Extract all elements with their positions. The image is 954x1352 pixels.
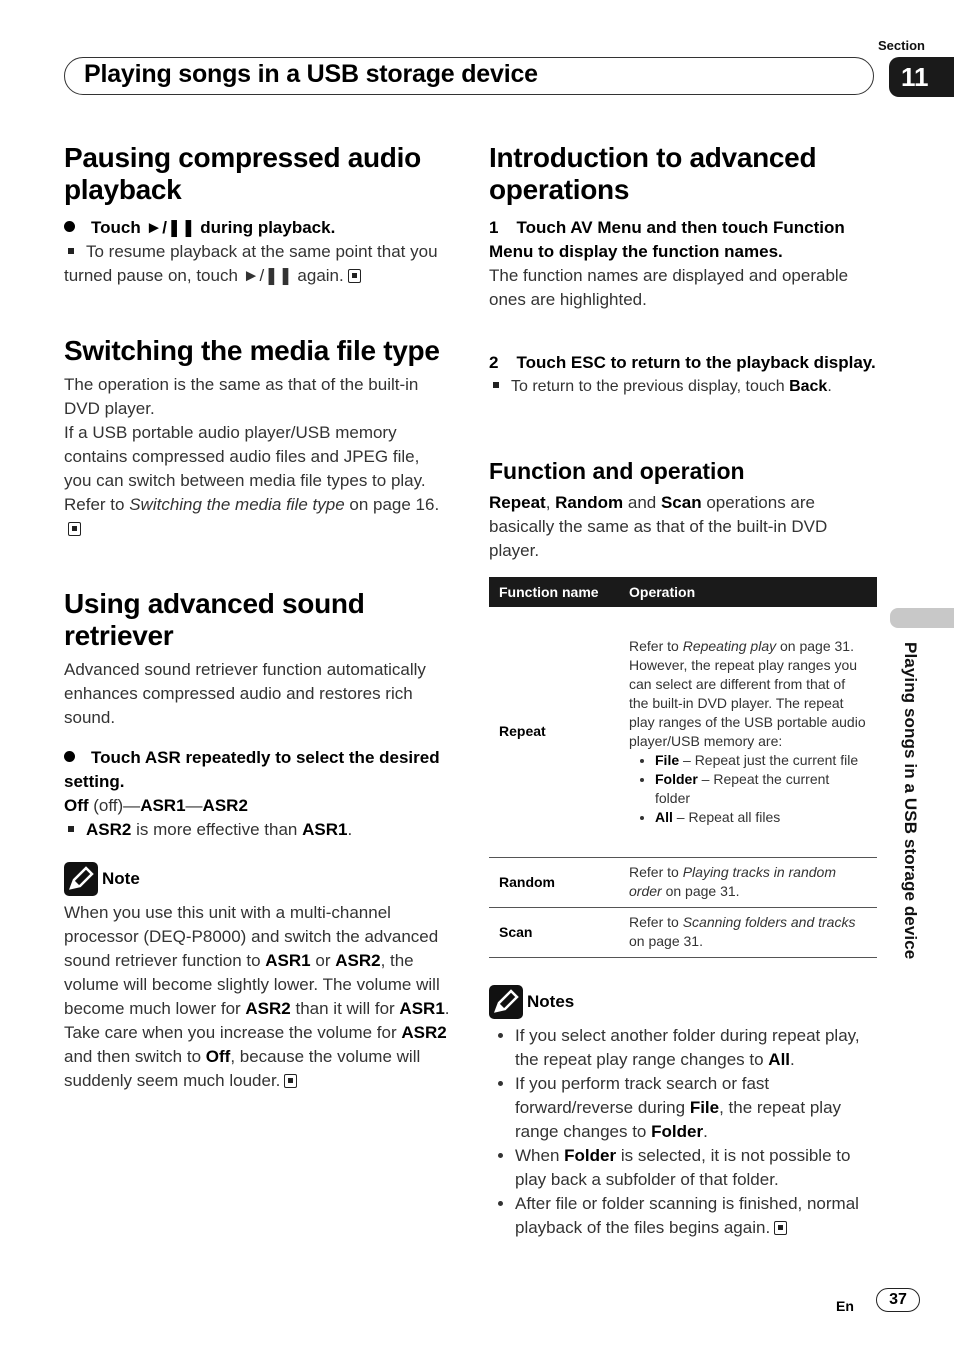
function-name-cell: Repeat xyxy=(489,607,619,857)
function-body: Repeat, Random and Scan operations are basically the same as that of the built-in DVD player. xyxy=(489,493,828,560)
page-title: Playing songs in a USB storage device xyxy=(84,60,538,88)
section-label: Section xyxy=(878,38,925,53)
bullet-icon xyxy=(64,221,75,232)
asr-options: Off (off)—ASR1—ASR2 xyxy=(64,796,248,815)
asr-intro: Advanced sound retriever function automatically enhances compressed audio and restores rich sound. xyxy=(64,660,426,727)
end-mark-icon xyxy=(68,522,81,536)
asr-step: Touch ASR repeatedly to select the desired setting. Off (off)—ASR1—ASR2 ASR2 is more effective than ASR1. xyxy=(64,746,444,842)
square-bullet-icon xyxy=(68,826,74,832)
col-header-function-name: Function name xyxy=(489,577,619,607)
asr-heading: Using advanced sound retriever xyxy=(64,588,365,651)
asr-tip: ASR2 is more effective than ASR1. xyxy=(64,818,444,842)
table-header-row xyxy=(489,577,877,607)
intro-step2-tip: To return to the previous display, touch Back. xyxy=(489,375,879,399)
list-item: • If you select another folder during repeat play, the repeat play range changes to All. xyxy=(515,1024,879,1072)
intro-step1-desc: The function names are displayed and operable ones are highlighted. xyxy=(489,266,849,309)
switching-heading: Switching the media file type xyxy=(64,335,440,366)
note-label: Note xyxy=(102,869,140,888)
table-row xyxy=(489,857,877,907)
function-section xyxy=(489,457,879,485)
switching-ref: Switching the media file type xyxy=(129,495,345,514)
list-item: • When Folder is selected, it is not possible to play back a subfolder of that folder. xyxy=(515,1144,879,1192)
asr-section xyxy=(64,588,454,652)
play-pause-icon: ►/❚❚ xyxy=(242,266,293,285)
square-bullet-icon xyxy=(68,248,74,254)
end-mark-icon xyxy=(284,1074,297,1088)
square-bullet-icon xyxy=(493,382,499,388)
switching-p2: If a USB portable audio player/USB memory contains compressed audio files and JPEG file, you can switch between media file types to play. Refer to Switching the media file type on page 16. xyxy=(64,421,444,541)
end-mark-icon xyxy=(774,1221,787,1235)
section-number-tab: 11 xyxy=(889,57,954,97)
table-row xyxy=(489,607,877,857)
note-body: When you use this unit with a multi-channel processor (DEQ-P8000) and switch the advanced sound retriever function to ASR1 or ASR2, the volume will become slightly lower. The volume will become much lower for ASR2 than it will for ASR1. Take care when you increase the volume for ASR2 and then switch to Off, because the volume will suddenly seem much louder. xyxy=(64,903,450,1090)
side-tab-marker xyxy=(890,608,954,628)
operation-cell: Refer to Playing tracks in random order on page 31. xyxy=(619,857,877,907)
notes-label: Notes xyxy=(527,992,575,1011)
pausing-tip: To resume playback at the same point that you turned pause on, touch ►/❚❚ again. xyxy=(64,242,438,285)
function-name-cell: Random xyxy=(489,857,619,907)
note-pencil-icon xyxy=(489,985,523,1019)
intro-step1: 1 Touch AV Menu and then touch Function Menu to display the function names. The function names are displayed and operable ones are highlighted. xyxy=(489,216,879,312)
switching-p1: The operation is the same as that of the built-in DVD player. xyxy=(64,375,419,418)
pausing-section xyxy=(64,142,454,206)
function-heading: Function and operation xyxy=(489,458,745,484)
table-row xyxy=(489,907,877,957)
note-pencil-icon xyxy=(64,862,98,896)
operation-cell: Refer to Scanning folders and tracks on page 31. xyxy=(619,907,877,957)
intro-section xyxy=(489,142,879,206)
notes-header xyxy=(489,985,574,1019)
bullet-icon xyxy=(64,751,75,762)
list-item: • If you perform track search or fast forward/reverse during File, the repeat play range changes to Folder. xyxy=(515,1072,879,1144)
side-tab-label: Playing songs in a USB storage device xyxy=(901,642,920,960)
function-table xyxy=(489,577,877,958)
intro-heading: Introduction to advanced operations xyxy=(489,142,817,205)
notes-list xyxy=(489,1024,879,1240)
operation-cell: Refer to Repeating play on page 31. However, the repeat play ranges you can select are different from that of the built-in DVD player. The repeat play ranges of the USB portable audio player/USB memory are: • File – Repeat just the current file • Folder – Repeat the current folder • All – Repeat all files xyxy=(619,607,877,857)
pausing-heading: Pausing compressed audio playback xyxy=(64,142,421,205)
pausing-step: Touch ►/❚❚ during playback. xyxy=(64,216,454,240)
note-header xyxy=(64,862,140,896)
end-mark-icon xyxy=(348,269,361,283)
page-number: 37 xyxy=(876,1288,920,1312)
language-label: En xyxy=(836,1298,854,1314)
col-header-operation: Operation xyxy=(619,577,877,607)
list-item: • After file or folder scanning is finished, normal playback of the files begins again. xyxy=(515,1192,879,1240)
play-pause-icon: ►/❚❚ xyxy=(145,218,196,237)
switching-body xyxy=(64,373,444,541)
switching-section xyxy=(64,335,454,367)
intro-step2: 2 Touch ESC to return to the playback display. To return to the previous display, touch Back. xyxy=(489,351,879,399)
function-name-cell: Scan xyxy=(489,907,619,957)
